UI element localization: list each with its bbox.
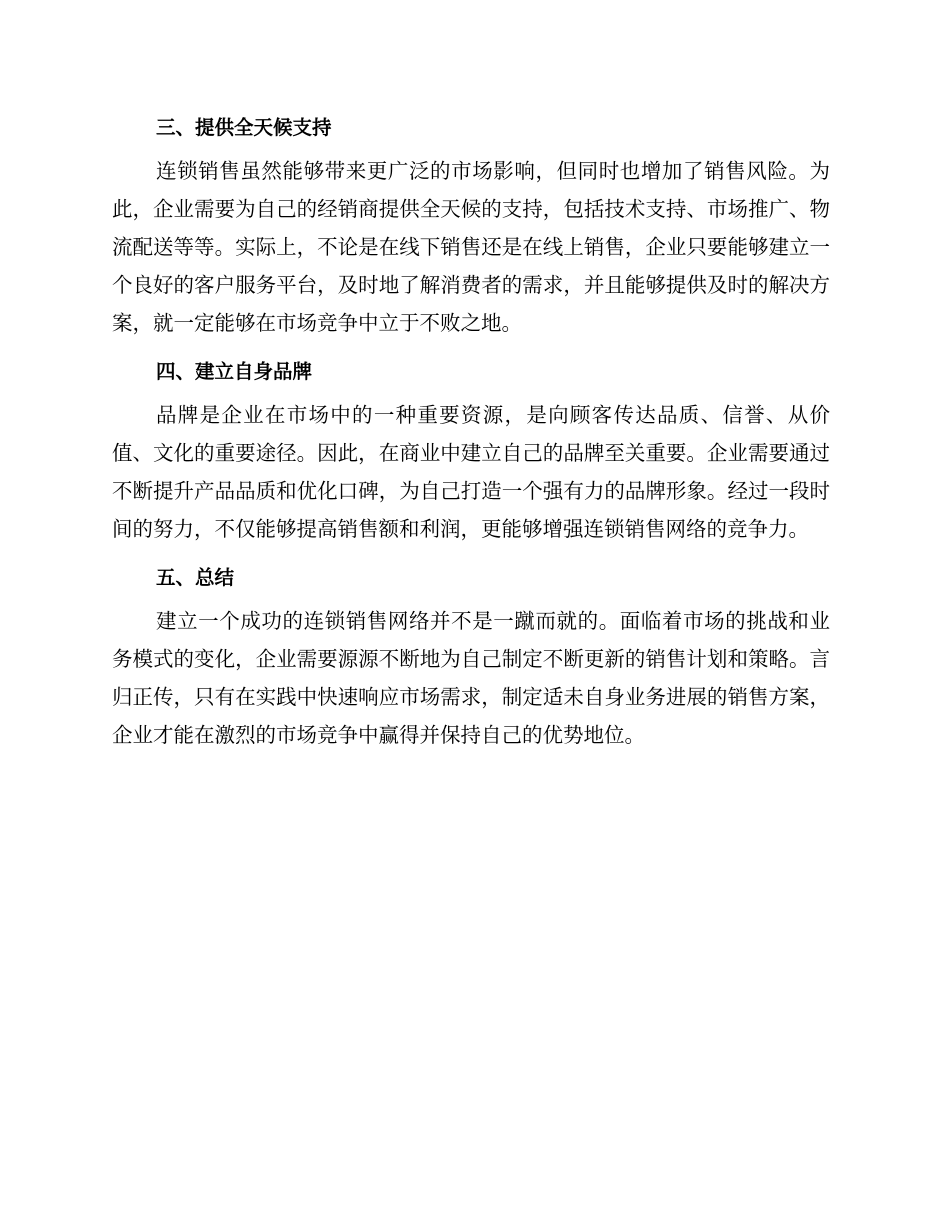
section-heading: 四、建立自身品牌 — [156, 360, 313, 383]
section-support — [112, 108, 830, 342]
section-paragraph: 品牌是企业在市场中的一种重要资源，是向顾客传达品质、信誉、从价值、文化的重要途径。因此，在商业中建立自己的品牌至关重要。企业需要通过不断提升产品品质和优化口碑，为自己打造一个强有力的品牌形象。经过一段时间的努力，不仅能够提高销售额和利润，更能够增强连锁销售网络的竞争力。 — [112, 403, 830, 541]
section-paragraph: 连锁销售虽然能够带来更广泛的市场影响，但同时也增加了销售风险。为此，企业需要为自己的经销商提供全天候的支持，包括技术支持、市场推广、物流配送等等。实际上，不论是在线下销售还是在线上销售，企业只要能够建立一个良好的客户服务平台，及时地了解消费者的需求，并且能够提供及时的解决方案，就一定能够在市场竞争中立于不败之地。 — [112, 159, 830, 335]
section-brand — [112, 352, 830, 548]
section-heading: 三、提供全天候支持 — [156, 116, 332, 139]
document-page — [112, 108, 830, 764]
section-paragraph: 建立一个成功的连锁销售网络并不是一蹴而就的。面临着市场的挑战和业务模式的变化，企业需要源源不断地为自己制定不断更新的销售计划和策略。言归正传，只有在实践中快速响应市场需求，制定适未自身业务进展的销售方案，企业才能在激烈的市场竞争中赢得并保持自己的优势地位。 — [112, 609, 830, 747]
section-summary — [112, 558, 830, 754]
section-heading: 五、总结 — [156, 566, 235, 589]
